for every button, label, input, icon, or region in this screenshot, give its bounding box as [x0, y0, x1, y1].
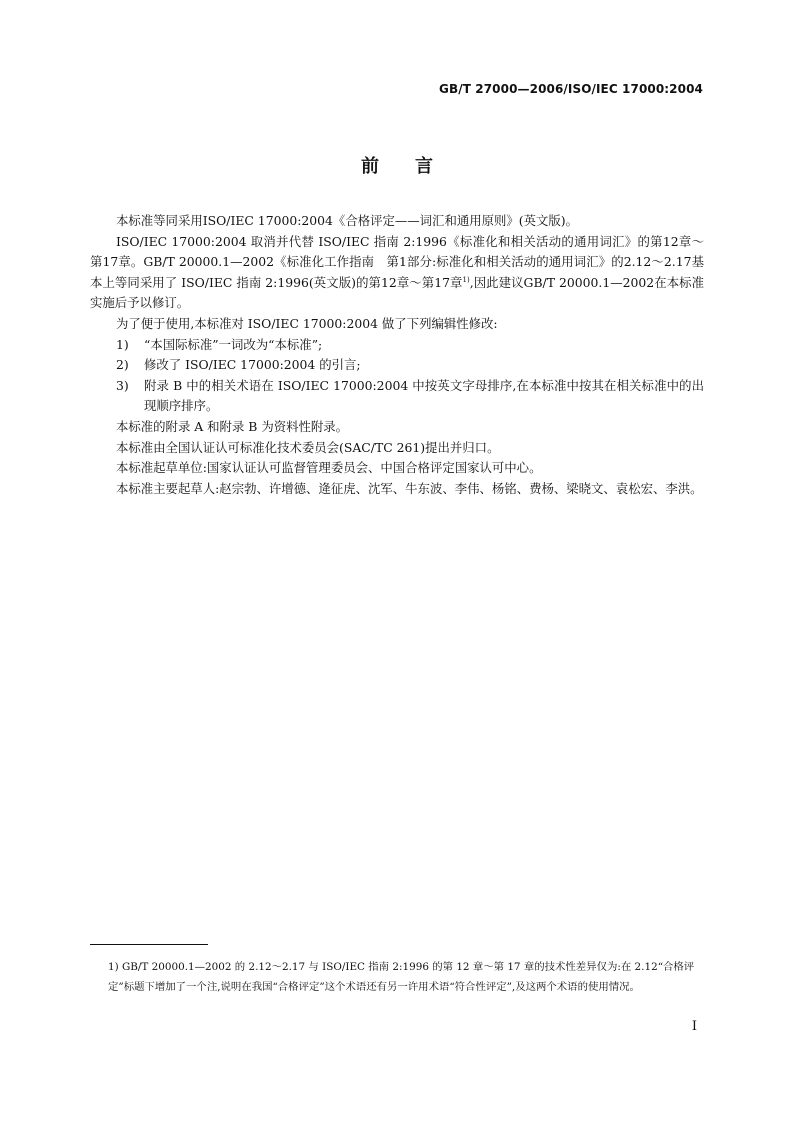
page-number: I [691, 1019, 697, 1034]
paragraph-drafters: 本标准主要起草人:赵宗勃、许增德、逄征虎、沈军、牛东波、李伟、杨铭、费杨、梁晓文、袁松宏、李洪。 [116, 480, 703, 496]
paragraph-replacement-tail: ,因此建议GB/T 20000.1—2002在本标准实施后予以修订。 [90, 274, 705, 311]
list-item-number: 3) [116, 377, 129, 393]
page-title: 前言 [361, 156, 469, 177]
footnote-marker: 1) [108, 961, 119, 973]
list-item-number: 1) [116, 336, 129, 352]
paragraph-adoption: 本标准等同采用ISO/IEC 17000:2004《合格评定——词汇和通用原则》(英文版)。 [116, 213, 579, 228]
foreword-body [90, 211, 704, 499]
paragraph-proposer: 本标准由全国认证认可标准化技术委员会(SAC/TC 261)提出并归口。 [116, 439, 500, 455]
paragraph-edits-intro: 为了便于使用,本标准对 ISO/IEC 17000:2004 做了下列编辑性修改: [116, 315, 498, 331]
list-item-number: 2) [116, 357, 129, 373]
paragraph-replacement [90, 232, 704, 314]
paragraph-drafting-units: 本标准起草单位:国家认证认可监督管理委员会、中国合格评定国家认可中心。 [116, 460, 542, 476]
footnote-reference[interactable]: 1) [462, 275, 470, 284]
list-item [90, 335, 704, 356]
list-item [90, 376, 704, 417]
list-item-text: 修改了 ISO/IEC 17000:2004 的引言; [144, 357, 361, 373]
list-item [90, 355, 704, 376]
list-item-text: “本国际标准”一词改为“本标准”; [144, 336, 323, 352]
footnote [108, 957, 704, 997]
paragraph-replacement-text: ISO/IEC 17000:2004 取消并代替 ISO/IEC 指南 2:1996《标准化和相关活动的通用词汇》的第12章～第17章。GB/T 20000.1—2002《标准化工作指南 第1部分:标准化和相关活动的通用词汇》的2.12～2.17基本上等同采用了 ISO/IEC 指南 2:1996(英文版)的第12章～第17章 [90, 233, 704, 290]
list-item-text: 附录 B 中的相关术语在 ISO/IEC 17000:2004 中按英文字母排序,在本标准中按其在相关标准中的出现顺序排序。 [144, 377, 704, 414]
paragraph-annexes: 本标准的附录 A 和附录 B 为资料性附录。 [116, 418, 349, 434]
footnote-divider [90, 944, 208, 945]
footnote-text: GB/T 20000.1—2002 的 2.12～2.17 与 ISO/IEC 指南 2:1996 的第 12 章～第 17 章的技术性差异仅为:在 2.12“合格评定”标题下增加了一个注,说明在我国“合格评定”这个术语还有另一许用术语“符合性评定”,及这两个术语的使用情况。 [108, 961, 695, 993]
standard-code-header: GB/T 27000—2006/ISO/IEC 17000:2004 [439, 82, 703, 96]
